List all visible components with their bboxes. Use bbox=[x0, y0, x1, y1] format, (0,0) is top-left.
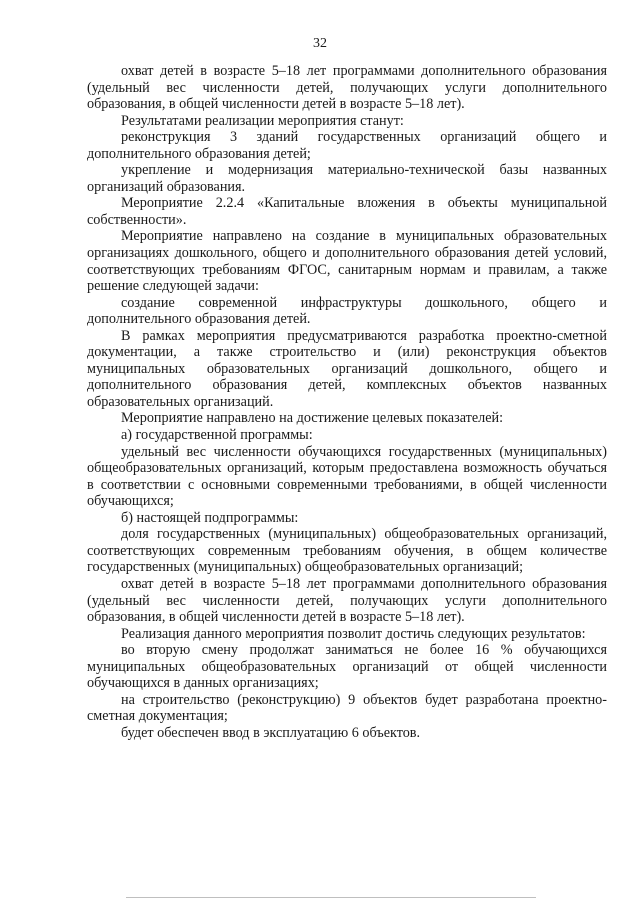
paragraph-measure-purpose: Мероприятие направлено на создание в муниципальных образовательных организациях дошкольного, общего и дополнительного образования детей условий, соответствующих требованиям ФГОС, санитарным нормам и правилам, а также решение следующей задачи: bbox=[87, 228, 607, 295]
paragraph-students-share: удельный вес численности обучающихся государственных (муниципальных) общеобразовательных организаций, которым предоставлена возможность обучаться в соответствии с основными современными требованиями, в общей численности обучающихся; bbox=[87, 443, 607, 510]
paragraph-state-program: а) государственной программы: bbox=[121, 427, 313, 444]
paragraph-reconstruction: реконструкция 3 зданий государственных организаций общего и дополнительного образования детей; bbox=[87, 129, 607, 162]
paragraph-second-shift: во вторую смену продолжат заниматься не более 16 % обучающихся муниципальных общеобразовательных организаций от общей численности обучающихся в данных организациях; bbox=[87, 642, 607, 692]
document-body bbox=[87, 63, 607, 741]
paragraph-implementation: Реализация данного мероприятия позволит достичь следующих результатов: bbox=[121, 625, 586, 642]
paragraph-subprogram: б) настоящей подпрограммы: bbox=[121, 509, 299, 526]
paragraph-task: создание современной инфраструктуры дошкольного, общего и дополнительного образования детей. bbox=[87, 294, 607, 328]
paragraph-measure-title: Мероприятие 2.2.4 «Капитальные вложения в объекты муниципальной собственности». bbox=[87, 195, 607, 228]
paragraph-coverage-indicator: охват детей в возрасте 5–18 лет программами дополнительного образования (удельный вес численности детей, получающих услуги дополнительного образования, в общей численности детей в возрасте 5–18 лет). bbox=[87, 63, 607, 113]
paragraph-target-indicators: Мероприятие направлено на достижение целевых показателей: bbox=[121, 410, 504, 427]
paragraph-modernization: укрепление и модернизация материально-технической базы названных организаций образования. bbox=[87, 162, 607, 195]
paragraph-coverage-repeat: охват детей в возрасте 5–18 лет программами дополнительного образования (удельный вес численности детей, получающих услуги дополнительного образования, в общей численности детей в возрасте 5–18 лет). bbox=[87, 575, 607, 626]
paragraph-construction-docs: на строительство (реконструкцию) 9 объектов будет разработана проектно-сметная документация; bbox=[87, 691, 607, 725]
paragraph-results-intro: Результатами реализации мероприятия станут: bbox=[121, 112, 404, 129]
bottom-scan-line bbox=[126, 897, 536, 898]
page-number: 32 bbox=[313, 36, 327, 51]
paragraph-organizations-share: доля государственных (муниципальных) общеобразовательных организаций, соответствующих современным требованиям обучения, в общем количестве государственных (муниципальных) общеобразовательных организаций; bbox=[87, 526, 607, 576]
paragraph-commissioning: будет обеспечен ввод в эксплуатацию 6 объектов. bbox=[121, 724, 421, 741]
paragraph-design-docs: В рамках мероприятия предусматриваются разработка проектно-сметной документации, а также строительство и (или) реконструкция объектов муниципальных образовательных организаций дошкольного, общего и дополнительного образования детей, комплексных объектов названных образовательных организаций. bbox=[87, 327, 607, 410]
